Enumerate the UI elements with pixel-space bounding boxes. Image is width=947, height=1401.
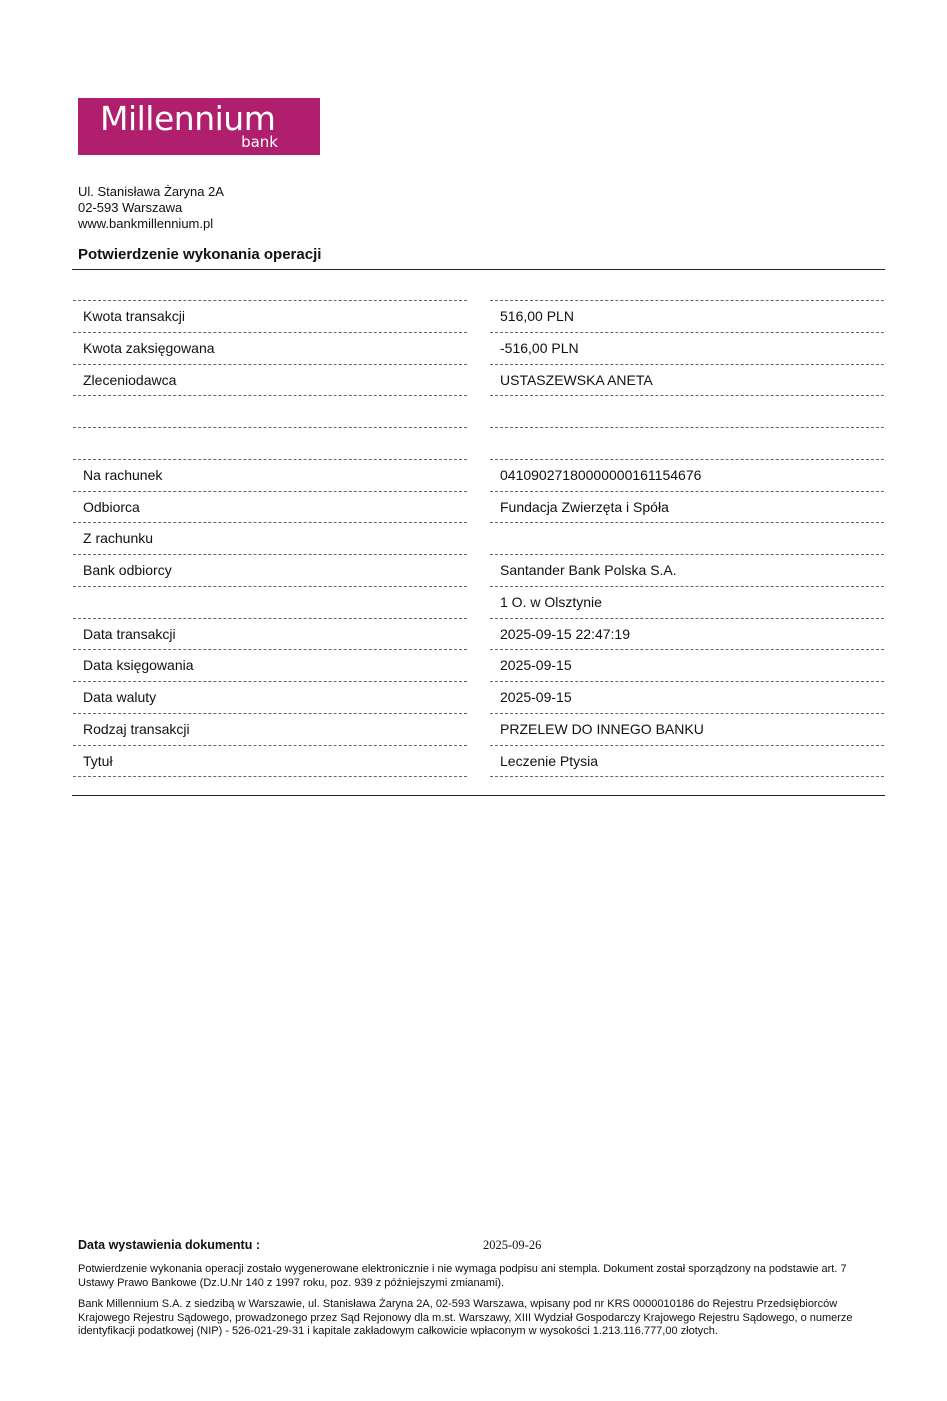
row-separator [490,586,884,587]
address-website: www.bankmillennium.pl [78,216,214,231]
row-separator [73,649,467,650]
row-separator [490,554,884,555]
row-label: Kwota zaksięgowana [83,340,215,356]
row-label: Tytuł [83,753,113,769]
row-separator [490,395,884,396]
row-value: USTASZEWSKA ANETA [500,372,653,388]
row-label: Data księgowania [83,657,194,673]
logo-subtitle: bank [241,133,278,151]
bank-address [78,184,224,232]
row-label: Data waluty [83,689,157,705]
row-value: -516,00 PLN [500,340,579,356]
row-separator [73,586,467,587]
address-street: Ul. Stanisława Żaryna 2A [78,184,224,199]
row-separator [490,618,884,619]
row-label: Odbiorca [83,499,140,515]
row-separator [490,745,884,746]
row-separator [490,332,884,333]
row-value: Fundacja Zwierzęta i Spóła [500,499,669,515]
row-separator [490,427,884,428]
row-separator [73,554,467,555]
row-label: Bank odbiorcy [83,562,172,578]
footer-legal: Bank Millennium S.A. z siedzibą w Warszawie, ul. Stanisława Żaryna 2A, 02-593 Warszawa, wpisany pod nr KRS 0000010186 do Rejestru Przedsiębiorców Krajowego Rejestru Sądowego, prowadzonego przez Sąd Rejonowy dla m.st. Warszawy, XIII Wydział Gospodarczy Krajowego Rejestru Sądowego, o numerze identyfikacji podatkowej (NIP) - 526-021-29-31 i kapitale zakładowym całkowicie wpłaconym w wysokości 1.213.116.777,00 złotych. [78,1298,853,1337]
row-label: Rodzaj transakcji [83,721,190,737]
row-separator [73,427,467,428]
logo-wordmark: Millennium [100,99,276,138]
row-label: Z rachunku [83,530,154,546]
row-value: 2025-09-15 [500,657,572,673]
issue-date-label: Data wystawienia dokumentu : [78,1238,260,1252]
row-separator [73,522,467,523]
row-value: 1 O. w Olsztynie [500,594,602,610]
row-separator [73,491,467,492]
row-separator [490,491,884,492]
row-separator [73,300,467,301]
row-separator [73,745,467,746]
issue-date-value: 2025-09-26 [483,1238,542,1252]
row-label: Kwota transakcji [83,308,185,324]
row-label: Zleceniodawca [83,372,177,388]
row-separator [73,681,467,682]
row-separator [490,649,884,650]
row-separator [490,459,884,460]
row-separator [490,364,884,365]
row-separator [73,713,467,714]
row-value: Santander Bank Polska S.A. [500,562,677,578]
table-bottom-divider [72,795,885,796]
row-separator [490,681,884,682]
row-value: 2025-09-15 22:47:19 [500,626,630,642]
row-separator [73,364,467,365]
row-separator [73,776,467,777]
row-separator [73,395,467,396]
row-separator [490,522,884,523]
row-separator [73,459,467,460]
row-value: 2025-09-15 [500,689,572,705]
row-separator [490,300,884,301]
row-separator [73,332,467,333]
row-label: Na rachunek [83,467,163,483]
address-city: 02-593 Warszawa [78,200,183,215]
row-separator [490,776,884,777]
row-label: Data transakcji [83,626,176,642]
row-separator [73,618,467,619]
title-divider [72,269,885,270]
bank-logo [78,98,320,155]
row-value: 516,00 PLN [500,308,574,324]
row-value: PRZELEW DO INNEGO BANKU [500,721,704,737]
row-value: 04109027180000000161154676 [500,467,702,483]
footer-note: Potwierdzenie wykonania operacji zostało wygenerowane elektronicznie i nie wymaga podpisu ani stempla. Dokument został sporządzony na podstawie art. 7 Ustawy Prawo Bankowe (Dz.U.Nr 140 z 1997 roku, poz. 939 z późniejszymi zmianami). [78,1263,847,1289]
document-title: Potwierdzenie wykonania operacji [78,246,322,263]
row-separator [490,713,884,714]
row-value: Leczenie Ptysia [500,753,599,769]
